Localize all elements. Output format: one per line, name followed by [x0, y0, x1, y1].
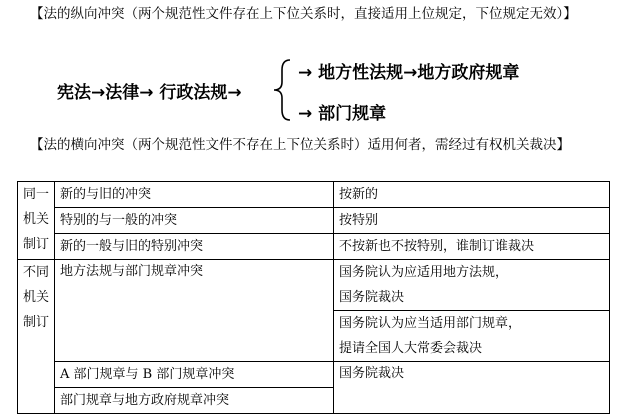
label-line: 机关	[22, 212, 49, 227]
label-line: 同一	[22, 187, 49, 202]
hierarchy-diagram	[0, 50, 641, 130]
brace-icon	[268, 58, 296, 122]
rule-line: 国务院认为应当适用部门规章，	[339, 316, 522, 331]
rule-cell: 国务院裁决	[334, 362, 610, 414]
table-row	[18, 362, 610, 388]
rule-cell: 不按新也不按特别，谁制订谁裁决	[334, 234, 610, 260]
horizontal-conflict-heading: 【法的横向冲突（两个规范性文件不存在上下位关系时）适用何者，需经过有权机关裁决】	[30, 137, 570, 153]
rule-line: 提请全国人大常委会裁决	[339, 341, 483, 356]
conflict-cell: 部门规章与地方政府规章冲突	[55, 388, 334, 414]
conflict-cell: 地方法规与部门规章冲突	[55, 260, 334, 362]
rule-cell	[334, 311, 610, 362]
vertical-conflict-heading: 【法的纵向冲突（两个规范性文件存在上下位关系时，直接适用上位规定，下位规定无效）】	[30, 6, 577, 22]
rule-cell: 按特别	[334, 208, 610, 234]
same-org-label	[18, 182, 55, 260]
conflict-cell: 新的一般与旧的特别冲突	[55, 234, 334, 260]
conflict-table	[17, 181, 610, 414]
conflict-cell: A 部门规章与 B 部门规章冲突	[55, 362, 334, 388]
rule-cell: 按新的	[334, 182, 610, 208]
table-row	[18, 260, 610, 311]
diff-org-label	[18, 260, 55, 414]
table-row	[18, 208, 610, 234]
conflict-cell: 特别的与一般的冲突	[55, 208, 334, 234]
diagram-branch-local: → 地方性法规→地方政府规章	[298, 63, 520, 83]
rule-cell	[334, 260, 610, 311]
label-line: 不同	[22, 265, 49, 280]
rule-line: 国务院认为应适用地方法规，	[339, 265, 509, 280]
table-row	[18, 234, 610, 260]
label-line: 制订	[22, 237, 49, 252]
label-line: 制订	[22, 315, 49, 330]
table-row	[18, 182, 610, 208]
conflict-cell: 新的与旧的冲突	[55, 182, 334, 208]
diagram-branch-department: → 部门规章	[298, 104, 387, 124]
label-line: 机关	[22, 290, 49, 305]
diagram-main-chain: 宪法→法律→ 行政法规→	[57, 83, 242, 103]
rule-line: 国务院裁决	[339, 290, 405, 305]
